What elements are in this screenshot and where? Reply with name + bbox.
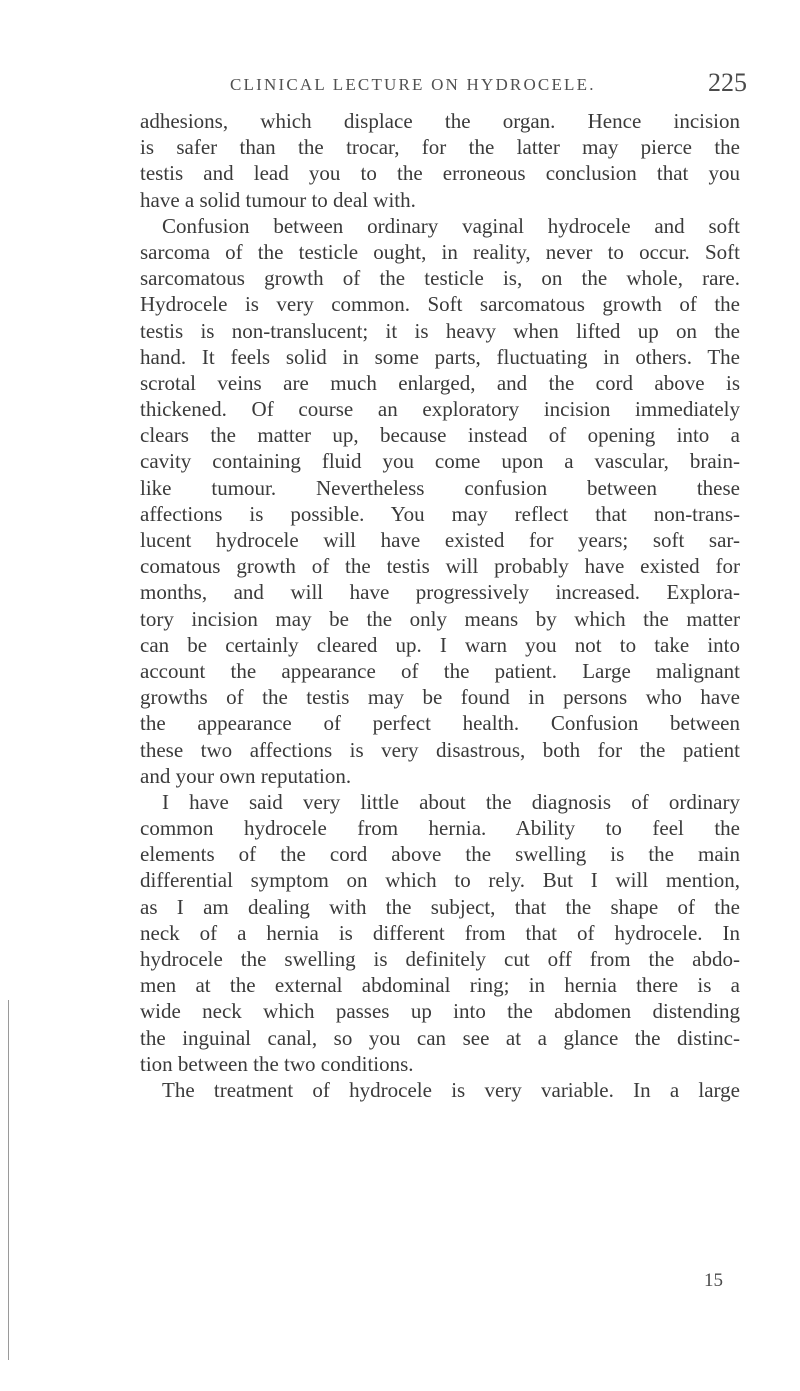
text-line: The treatment of hydrocele is very variable. In a large <box>162 1077 740 1102</box>
text-line: as I am dealing with the subject, that the shape of the <box>140 894 740 919</box>
text-line: clears the matter up, because instead of opening into a <box>140 423 740 448</box>
text-line: wide neck which passes up into the abdomen distending <box>140 999 740 1024</box>
text-line: and your own reputation. <box>140 763 352 788</box>
text-line: thickened. Of course an exploratory incision immediately <box>140 397 740 422</box>
text-line: common hydrocele from hernia. Ability to feel the <box>140 816 740 841</box>
text-line: adhesions, which displace the organ. Hence incision <box>140 109 740 133</box>
text-line: the appearance of perfect health. Confusion between <box>140 711 740 736</box>
text-line: the inguinal canal, so you can see at a glance the distinc- <box>140 1025 740 1050</box>
text-line: is safer than the trocar, for the latter may pierce the <box>140 135 740 160</box>
text-line: sarcomatous growth of the testicle is, on the whole, rare. <box>140 266 740 291</box>
text-line: hand. It feels solid in some parts, fluctuating in others. The <box>140 344 740 369</box>
text-line: men at the external abdominal ring; in hernia there is a <box>140 973 740 998</box>
text-line: affections is possible. You may reflect that non-trans- <box>140 501 740 526</box>
running-head: CLINICAL LECTURE ON HYDROCELE. <box>230 75 596 94</box>
text-line: sarcoma of the testicle ought, in reality, never to occur. Soft <box>140 239 740 264</box>
text-line: hydrocele the swelling is definitely cut off from the abdo- <box>140 947 740 971</box>
text-line: Hydrocele is very common. Soft sarcomatous growth of the <box>140 292 740 317</box>
text-line: testis and lead you to the erroneous conclusion that you <box>140 161 740 186</box>
text-line: differential symptom on which to rely. But I will mention, <box>140 868 740 893</box>
text-line: scrotal veins are much enlarged, and the cord above is <box>140 370 740 395</box>
text-line: like tumour. Nevertheless confusion between these <box>140 475 740 500</box>
text-line: lucent hydrocele will have existed for years; soft sar- <box>140 528 740 552</box>
text-line: tory incision may be the only means by which the matter <box>140 606 740 631</box>
text-line: cavity containing fluid you come upon a vascular, brain- <box>140 449 740 474</box>
text-line: tion between the two conditions. <box>140 1051 414 1076</box>
page-number: 225 <box>708 68 747 97</box>
body-text <box>140 108 740 1103</box>
text-line: comatous growth of the testis will probably have existed for <box>140 554 740 579</box>
text-line: I have said very little about the diagnosis of ordinary <box>162 789 740 814</box>
text-line: months, and will have progressively increased. Explora- <box>140 580 740 605</box>
margin-rule <box>8 1000 9 1360</box>
text-line: growths of the testis may be found in persons who have <box>140 685 740 710</box>
text-line: have a solid tumour to deal with. <box>140 187 416 212</box>
text-line: testis is non-translucent; it is heavy when lifted up on the <box>140 318 740 343</box>
text-line: these two affections is very disastrous, both for the patient <box>140 737 740 762</box>
text-line: can be certainly cleared up. I warn you not to take into <box>140 632 740 657</box>
text-line: elements of the cord above the swelling is the main <box>140 842 740 867</box>
text-line: Confusion between ordinary vaginal hydrocele and soft <box>162 213 740 238</box>
signature-mark: 15 <box>704 1270 723 1291</box>
text-line: neck of a hernia is different from that of hydrocele. In <box>140 920 740 945</box>
text-line: account the appearance of the patient. Large malignant <box>140 658 740 683</box>
